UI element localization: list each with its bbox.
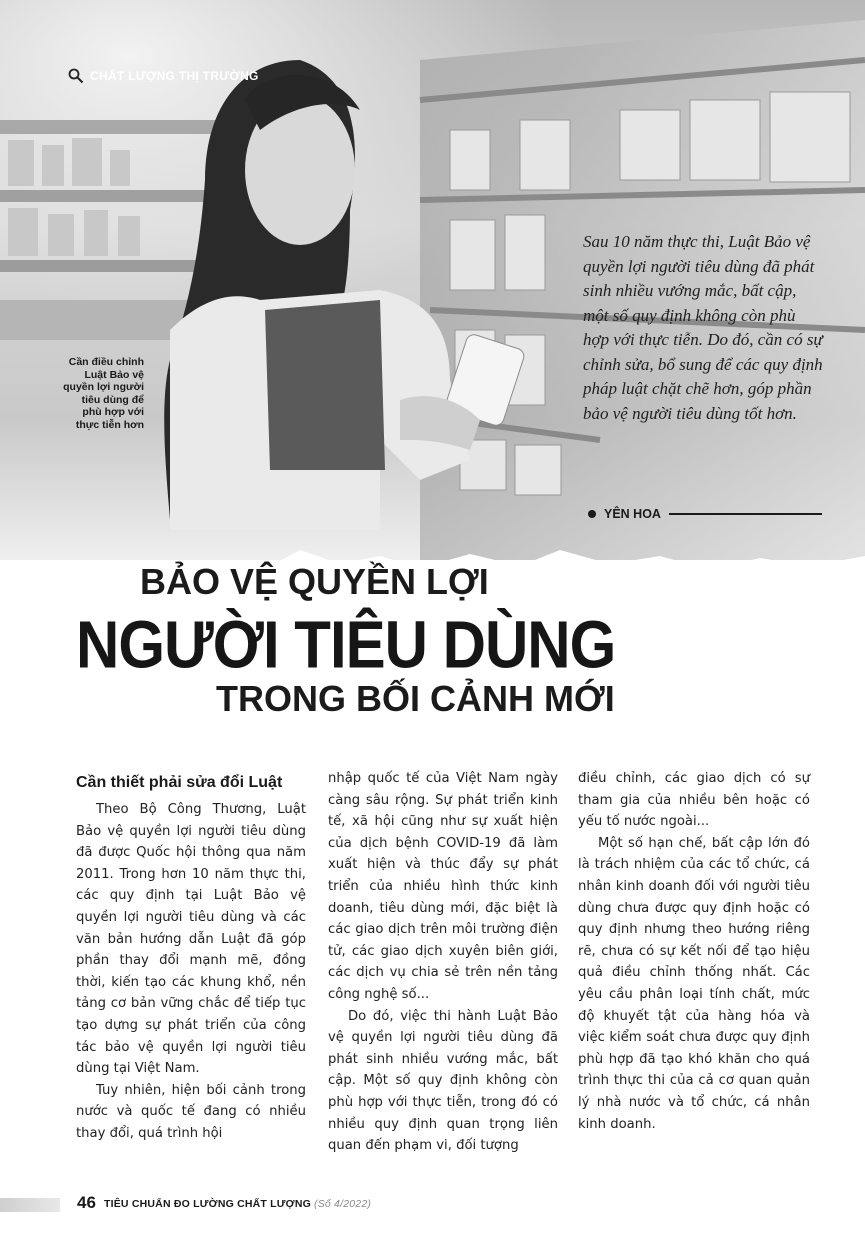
- magnifier-icon: [68, 68, 84, 84]
- section-label: CHẤT LƯỢNG THỊ TRƯỜNG: [90, 69, 259, 83]
- paragraph: điều chỉnh, các giao dịch có sự tham gia của nhiều bên hoặc có yếu tố nước ngoài...: [578, 771, 810, 830]
- section-tag: [68, 68, 259, 84]
- author-name: YÊN HOA: [604, 507, 661, 521]
- subheading: Cần thiết phải sửa đổi Luật: [76, 774, 283, 791]
- title-line-1: BẢO VỆ QUYỀN LỢI: [140, 561, 489, 602]
- magazine-name: [104, 1198, 371, 1210]
- paragraph: Tuy nhiên, hiện bối cảnh trong nước và quốc tế đang có nhiều thay đổi, quá trình hội: [76, 1082, 306, 1141]
- article-column-3: [578, 768, 810, 1135]
- paragraph: Theo Bộ Công Thương, Luật Bảo vệ quyền lợi người tiêu dùng đã được Quốc hội thông qua năm 2011. Trong hơn 10 năm thực thi, các quy định tại Luật Bảo vệ quyền lợi người tiêu dùng và các văn bản hướng dẫn Luật đã góp phần thay đổi mạnh mẽ, đồng thời, kiến tạo các khung khổ, nền tảng cơ bản vững chắc để tiếp tục tạo dựng sự phát triển của công tác bảo vệ quyền lợi người tiêu dùng tại Việt Nam.: [76, 802, 306, 1077]
- page-number: 46: [77, 1193, 96, 1212]
- paragraph: nhập quốc tế của Việt Nam ngày càng sâu rộng. Sự phát triển kinh tế, xã hội cũng như sự xuất hiện của dịch bệnh COVID-19 đã làm xuất hiện và thúc đẩy sự phát triển của nhiều hình thức kinh doanh, tiêu dùng mới, đặc biệt là các giao dịch trên môi trường điện tử, các giao dịch xuyên biên giới, các dịch vụ chia sẻ trên nền tảng công nghệ số...: [328, 771, 558, 1002]
- footer-bar: [0, 1198, 60, 1212]
- paragraph: Một số hạn chế, bất cập lớn đó là trách nhiệm của các tổ chức, cá nhân kinh doanh đối với người tiêu dùng chưa được quy định hoặc có quy định nhưng theo hướng riêng rẽ, chưa có sự kết nối để tạo hiệu quả điều chỉnh thống nhất. Các yêu cầu phân loại tính chất, mức độ khuyết tật của hàng hóa và việc kiểm soát chưa được quy định phù hợp đã tạo khó khăn cho quá trình thực thi của cả cơ quan quản lý nhà nước và tổ chức, cá nhân kinh doanh.: [578, 835, 810, 1132]
- paragraph: Do đó, việc thi hành Luật Bảo vệ quyền lợi người tiêu dùng đã phát sinh nhiều vướng mắc, bất cập. Một số quy định không còn phù hợp với thực tiễn, trong đó có nhiều quy định quan trọng liên quan đến phạm vi, đối tượng: [328, 1008, 558, 1154]
- bullet-icon: [588, 510, 596, 518]
- divider: [669, 513, 822, 515]
- article-column-2: [328, 768, 558, 1157]
- author-byline: [588, 507, 822, 521]
- photo-caption: Cần điều chỉnh Luật Bảo vệ quyền lợi người tiêu dùng để phù hợp với thực tiễn hơn: [63, 356, 144, 431]
- magazine-title: TIÊU CHUẨN ĐO LƯỜNG CHẤT LƯỢNG: [104, 1198, 311, 1210]
- title-line-3: TRONG BỐI CẢNH MỚI: [216, 678, 615, 719]
- article-column-1: [76, 768, 306, 1145]
- title-line-2: NGƯỜI TIÊU DÙNG: [76, 607, 616, 683]
- lead-paragraph: Sau 10 năm thực thi, Luật Bảo vệ quyền lợi người tiêu dùng đã phát sinh nhiều vướng mắc, bất cập, một số quy định không còn phù hợp với thực tiễn. Do đó, cần có sự chỉnh sửa, bổ sung để các quy định pháp luật chặt chẽ hơn, góp phần bảo vệ người tiêu dùng tốt hơn.: [583, 232, 823, 423]
- issue-number: (Số 4/2022): [314, 1198, 372, 1210]
